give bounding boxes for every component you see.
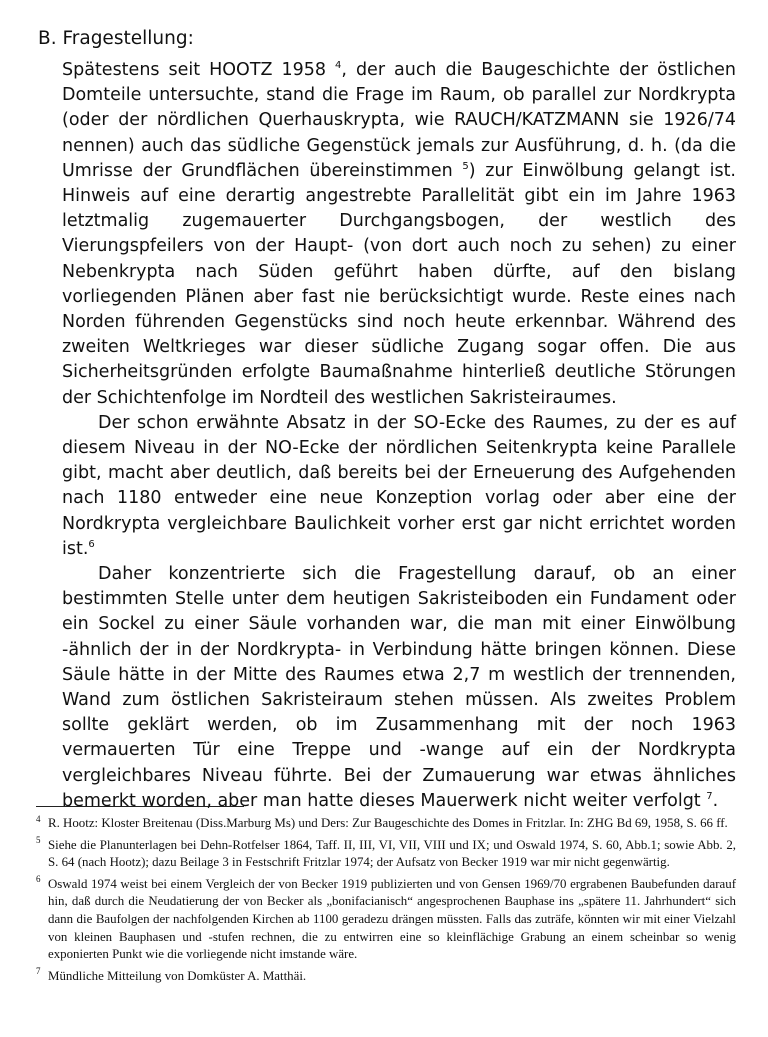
footnote-reference[interactable]: 5 (462, 160, 469, 172)
footnote-reference[interactable]: 4 (335, 60, 342, 72)
paragraph (62, 562, 736, 814)
footnote: 6 Oswald 1974 weist bei einem Vergleich der von Becker 1919 publizierten und von Gensen 1969/70 ergrabenen Baubefunden darauf hin, daß durch die Neudatierung der von Becker als „bonifacianisch“ angesprochenen Bauphase ins „spätere 11. Jahrhundert“ sich dann die Baufolgen der nachfolgenden Kirchen ab 1100 geradezu drängen müssten. Falls das zuträfe, könnten wir mit einer Vielzahl von kleinen Bauphasen und -stufen rechnen, die zu entwirren eine so kleinflächige Grabung an einem scheinbar so wenig exponierten Punkt wie die vorliegende nicht imstande wäre. (36, 874, 736, 962)
section-heading: B. Fragestellung: (38, 28, 194, 49)
body-text (62, 58, 736, 814)
footnote: 4 R. Hootz: Kloster Breitenau (Diss.Marburg Ms) und Ders: Zur Baugeschichte des Domes in Fritzlar. In: ZHG Bd 69, 1958, S. 66 ff. (36, 813, 728, 830)
footnote-text: Oswald 1974 weist bei einem Vergleich der von Becker 1919 publizierten und von Gensen 1969/70 ergrabenen Baubefunden darauf hin, daß durch die Neudatierung der von Becker als „bonifacianisch“ angesprochenen Bauphase ins „spätere 11. Jahrhundert“ sich dann die Baufolgen der nachfolgenden Kirchen ab 1100 geradezu drängen müssten. Falls das zuträfe, könnten wir mit einer Vielzahl von kleinen Bauphasen und -stufen rechnen, die zu entwirren eine so kleinflächige Grabung an einem scheinbar so wenig exponierten Punkt wie die vorliegende nicht imstande wäre. (48, 876, 736, 962)
paragraph (62, 411, 736, 562)
text-segment: Spätestens seit HOOTZ 1958 (62, 60, 336, 80)
text-segment: , der auch die Baugeschichte der östlichen Domteile untersuchte, stand die Frage im Raum, ob parallel zur Nordkrypta (oder der nördlichen Querhauskrypta, wie RAUCH/KATZMANN sie 1926/74 nennen) auch das südliche Gegenstück jemals zur Ausführung, d. h. (da die Umrisse der Grundflächen übereinstimmen (62, 60, 736, 181)
footnote-text: Mündliche Mitteilung von Domküster A. Matthäi. (48, 968, 307, 983)
text-segment: Daher konzentrierte sich die Fragestellung darauf, ob an einer bestimmten Stelle unter dem heutigen Sakristeiboden ein Fundament oder ein Sockel zu einer Säule vorhanden war, die man mit einer Einwölbung -ähnlich der in der Nordkrypta- in Verbindung hätte bringen können. Diese Säule hätte in der Mitte des Raumes etwa 2,7 m westlich der trennenden, Wand zum östlichen Sakristeiraum stehen müssen. Als zweites Problem sollte geklärt werden, ob im Zusammenhang mit der noch 1963 vermauerten Tür eine Treppe und -wange auf ein der Nordkrypta vergleichbares Niveau führte. Bei der Zumauerung war etwas ähnliches bemerkt worden, aber man hatte dieses Mauerwerk nicht weiter verfolgt (62, 564, 736, 811)
footnote-text: R. Hootz: Kloster Breitenau (Diss.Marburg Ms) und Ders: Zur Baugeschichte des Domes in Fritzlar. In: ZHG Bd 69, 1958, S. 66 ff. (48, 816, 728, 830)
footnote: 5 Siehe die Planunterlagen bei Dehn-Rotfelser 1864, Taff. II, III, VI, VII, VIII und IX; und Oswald 1974, S. 60, Abb.1; sowie Abb. 2, S. 64 (nach Hootz); dazu Beilage 3 in Festschrift Fritzlar 1974; der Aufsatz von Becker 1919 war mir nicht gegenwärtig. (36, 835, 736, 870)
footnote-reference[interactable]: 7 (706, 791, 713, 803)
footnote: 7 Mündliche Mitteilung von Domküster A. Matthäi. (36, 966, 307, 983)
footnotes (36, 815, 736, 989)
footnote-text: Siehe die Planunterlagen bei Dehn-Rotfelser 1864, Taff. II, III, VI, VII, VIII und IX; und Oswald 1974, S. 60, Abb.1; sowie Abb. 2, S. 64 (nach Hootz); dazu Beilage 3 in Festschrift Fritzlar 1974; der Aufsatz von Becker 1919 war mir nicht gegenwärtig. (48, 837, 736, 870)
text-segment: . (712, 790, 719, 811)
text-segment: ) zur Einwölbung gelangt ist. Hinweis auf eine derartig angestrebte Parallelität gibt ein im Jahre 1963 letztmalig zugemauerter Durchgangsbogen, der westlich des Vierungspfeilers von der Haupt- (von dort auch noch zu sehen) zu einer Nebenkrypta nach Süden geführt haben dürfte, auf den bislang vorliegenden Plänen aber fast nie berücksichtigt wurde. Reste eines nach Norden führenden Gegenstücks sind noch heute erkennbar. Während des zweiten Weltkrieges war dieser südliche Zugang sogar offen. Die aus Sicherheitsgründen erfolgte Baumaßnahme hinterließ deutliche Störungen der Schichtenfolge im Nordteil des westlichen Sakristeiraumes. (62, 160, 736, 408)
paragraph (62, 58, 736, 411)
footnote-separator (36, 806, 244, 807)
footnote-reference[interactable]: 6 (88, 539, 95, 551)
text-segment: Der schon erwähnte Absatz in der SO-Ecke des Raumes, zu der es auf diesem Niveau in der NO-Ecke der nördlichen Seitenkrypta keine Parallele gibt, macht aber deutlich, daß bereits bei der Erneuerung des Aufgehenden nach 1180 entweder eine neue Konzeption vorlag oder aber eine der Nordkrypta vergleichbare Baulichkeit vorher erst gar nicht errichtet worden ist. (62, 412, 736, 559)
